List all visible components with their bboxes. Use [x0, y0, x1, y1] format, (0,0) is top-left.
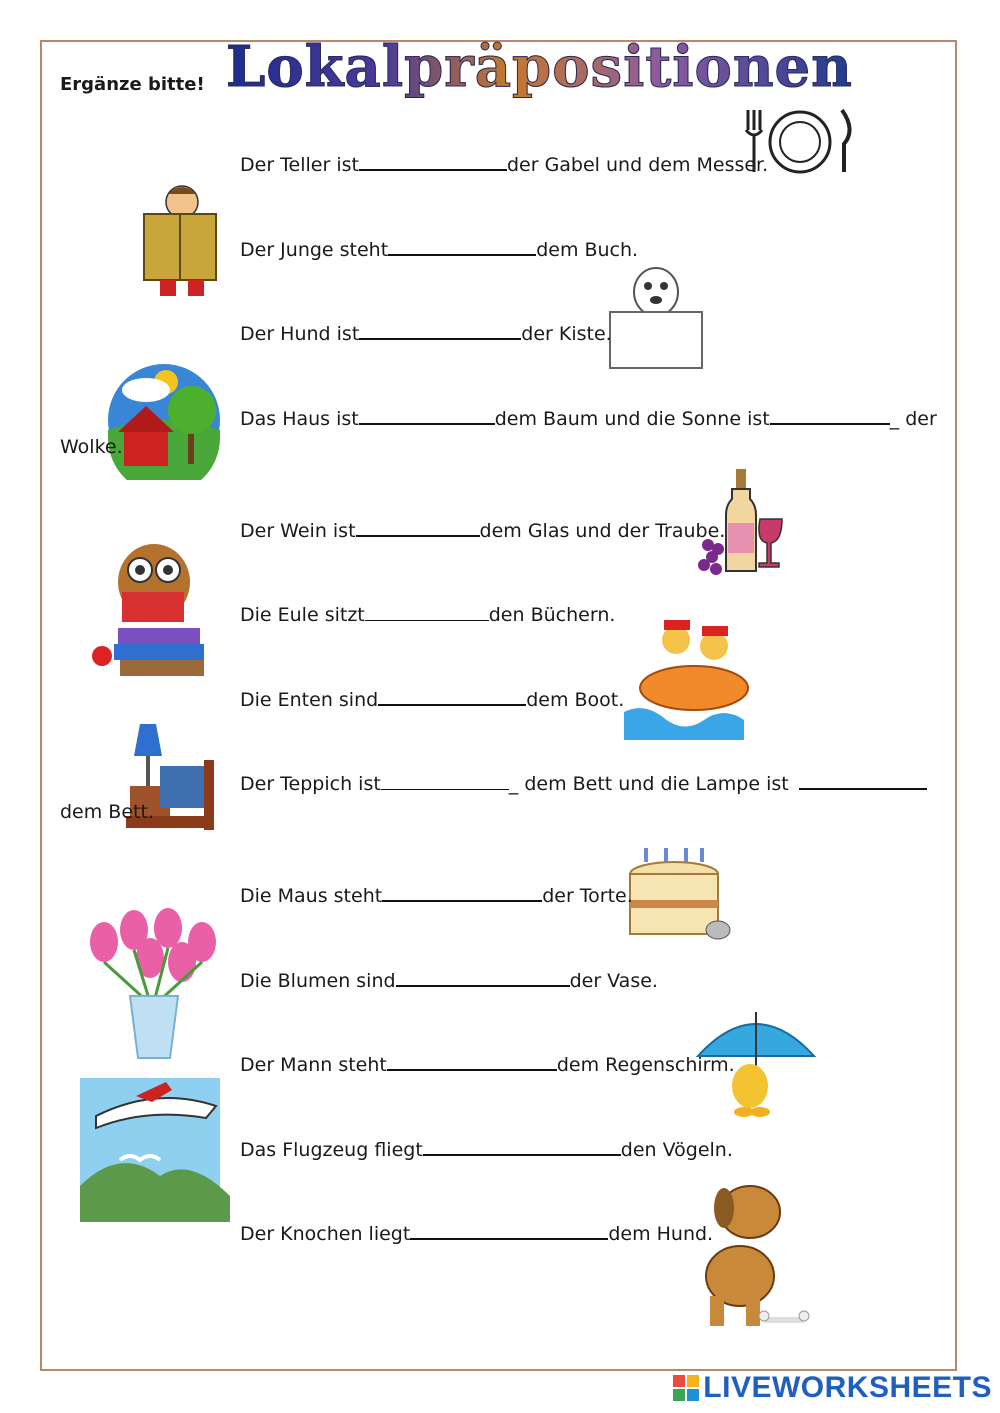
answer-blank-3[interactable] — [359, 324, 521, 340]
boy-reading-book-icon — [132, 180, 226, 300]
sentence-11-start: Der Mann steht — [240, 1054, 387, 1076]
sentence-8-middle: _ dem Bett und die Lampe ist — [508, 773, 789, 795]
answer-blank-12[interactable] — [423, 1140, 621, 1156]
sentence-2-end: dem Buch. — [536, 239, 639, 261]
sentence-4 — [240, 408, 937, 430]
sentence-9 — [240, 885, 633, 907]
sentence-12-end: den Vögeln. — [620, 1139, 733, 1161]
answer-blank-7[interactable] — [378, 690, 526, 706]
ducks-in-boat-icon — [620, 612, 752, 746]
sentence-11-end: dem Regenschirm. — [556, 1054, 735, 1076]
liveworksheets-brand: LIVEWORKSHEETS — [703, 1371, 992, 1404]
sentence-2 — [240, 239, 638, 261]
sentence-8-start: Der Teppich ist — [240, 773, 381, 795]
answer-blank-4b[interactable] — [770, 409, 890, 425]
sentence-4-middle: dem Baum und die Sonne ist — [494, 408, 770, 430]
answer-blank-2[interactable] — [388, 240, 536, 256]
answer-blank-6[interactable] — [365, 606, 489, 621]
sentence-6 — [240, 604, 615, 626]
sentence-10 — [240, 970, 658, 992]
answer-blank-9[interactable] — [382, 886, 542, 902]
sentence-7 — [240, 689, 624, 711]
tulips-vase-icon — [78, 902, 230, 1062]
sentence-5-start: Der Wein ist — [240, 520, 356, 542]
sentence-11 — [240, 1054, 735, 1076]
answer-blank-8a[interactable] — [381, 775, 509, 790]
sentence-5-end: dem Glas und der Traube. — [479, 520, 726, 542]
sentence-4-end: _ der — [889, 408, 937, 430]
answer-blank-1[interactable] — [359, 155, 507, 171]
plane-birds-icon — [76, 1076, 234, 1224]
cake-mouse-icon — [620, 844, 738, 948]
sentence-6-end: den Büchern. — [488, 604, 616, 626]
sentence-4-start: Das Haus ist — [240, 408, 359, 430]
instruction-text: Ergänze bitte! — [60, 74, 205, 95]
dog-in-box-icon — [604, 262, 708, 370]
sentence-1 — [240, 154, 768, 176]
answer-blank-4a[interactable] — [359, 409, 495, 425]
sentence-1-start: Der Teller ist — [240, 154, 359, 176]
liveworksheets-icon — [673, 1375, 699, 1401]
sentence-8 — [240, 773, 927, 795]
sentence-6-start: Die Eule sitzt — [240, 604, 365, 626]
sentence-2-start: Der Junge steht — [240, 239, 389, 261]
liveworksheets-logo[interactable] — [673, 1371, 992, 1405]
sentence-10-start: Die Blumen sind — [240, 970, 396, 992]
sentence-13-end: dem Hund. — [608, 1223, 714, 1245]
sentence-9-start: Die Maus steht — [240, 885, 383, 907]
sentence-5 — [240, 520, 725, 542]
sentence-8-continuation: dem Bett. — [60, 801, 154, 823]
sentence-9-end: der Torte. — [542, 885, 633, 907]
sentence-7-start: Die Enten sind — [240, 689, 379, 711]
owl-on-books-icon — [88, 532, 212, 700]
sentence-10-end: der Vase. — [569, 970, 658, 992]
sentence-13 — [240, 1223, 713, 1245]
sentence-7-end: dem Boot. — [526, 689, 625, 711]
sentence-13-start: Der Knochen liegt — [240, 1223, 411, 1245]
sentence-12-start: Das Flugzeug fliegt — [240, 1139, 423, 1161]
answer-blank-5[interactable] — [356, 521, 480, 537]
sentence-3 — [240, 323, 612, 345]
worksheet-title: Lokalpräpositionen — [226, 34, 853, 100]
answer-blank-11[interactable] — [387, 1055, 557, 1071]
sentence-1-end: der Gabel und dem Messer. — [506, 154, 769, 176]
sentence-3-end: der Kiste. — [521, 323, 612, 345]
answer-blank-8b[interactable] — [799, 774, 927, 790]
answer-blank-13[interactable] — [410, 1224, 608, 1240]
answer-blank-10[interactable] — [396, 971, 570, 987]
sentence-3-start: Der Hund ist — [240, 323, 360, 345]
sentence-12 — [240, 1139, 733, 1161]
house-tree-globe-icon — [104, 360, 226, 480]
dog-with-bone-icon — [680, 1166, 818, 1332]
sentence-4-continuation: Wolke. — [60, 436, 123, 458]
